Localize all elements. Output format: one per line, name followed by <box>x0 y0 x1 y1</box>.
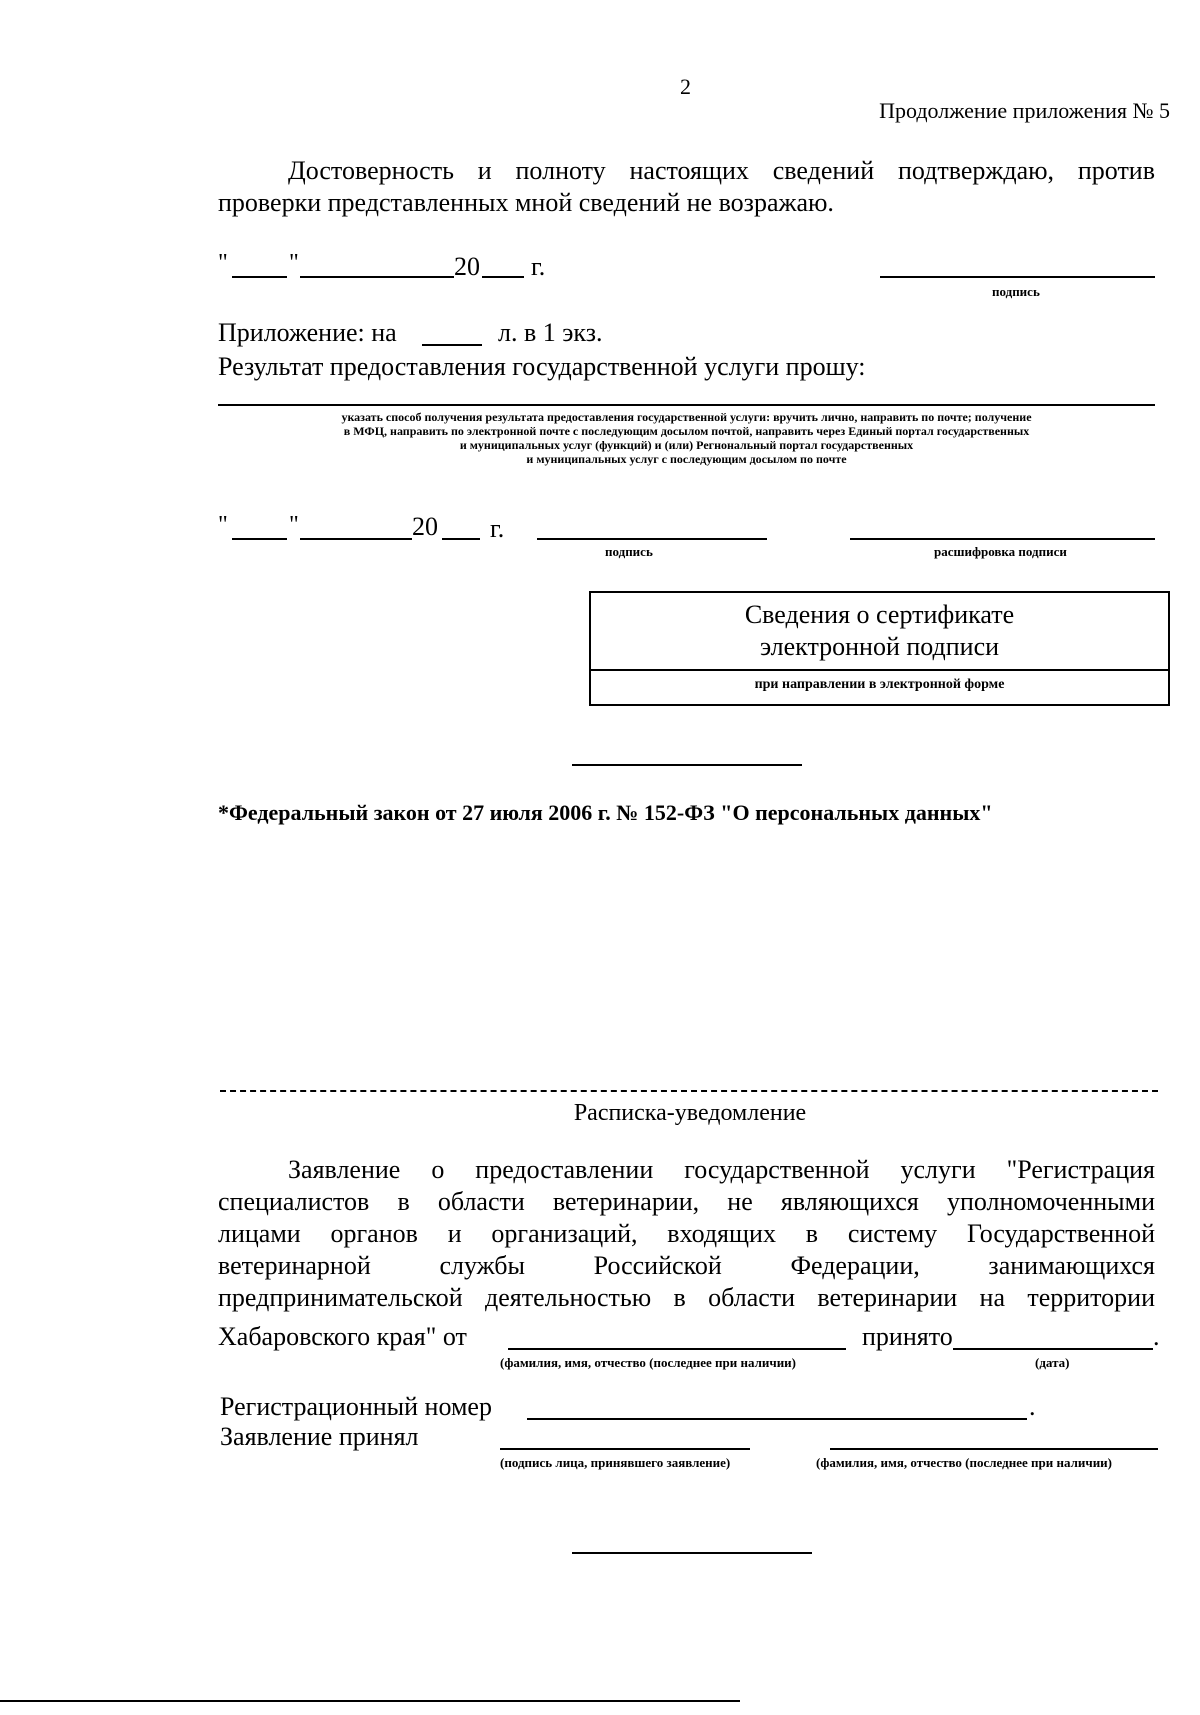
month-blank-2[interactable] <box>300 538 412 540</box>
day-blank-2[interactable] <box>232 538 287 540</box>
year-blank-1[interactable] <box>482 276 524 278</box>
applicant-name-line[interactable] <box>508 1348 846 1350</box>
receipt-body-line: предпринимательской деятельностью в области ветеринарии на территории <box>218 1283 1155 1312</box>
year-prefix: 20 <box>454 252 480 281</box>
appendix-header: Продолжение приложения № 5 <box>879 98 1170 123</box>
accepted-period: . <box>1153 1322 1160 1351</box>
receipt-last-line: Хабаровского края" от <box>218 1322 467 1351</box>
date-quote-open: " <box>218 250 228 276</box>
appendix-suffix: л. в 1 экз. <box>498 318 603 347</box>
receipt-body <box>218 1154 1155 1314</box>
applicant-name-label: (фамилия, имя, отчество (последнее при наличии) <box>500 1355 797 1370</box>
result-hint-line: и муниципальных услуг с последующим досылом по почте <box>526 452 847 466</box>
accepted-date-line[interactable] <box>953 1348 1153 1350</box>
result-hint <box>218 410 1155 466</box>
reg-number-line[interactable] <box>527 1418 1027 1420</box>
appendix-prefix: Приложение: на <box>218 318 397 347</box>
receiver-name-line[interactable] <box>830 1448 1158 1450</box>
signature-label-2: подпись <box>605 544 653 559</box>
page-number: 2 <box>680 74 691 99</box>
receipt-body-line: Заявление о предоставлении государственной услуги "Регистрация <box>288 1155 1155 1184</box>
signature-line-2[interactable] <box>537 538 767 540</box>
accepted-by-label: Заявление принял <box>220 1422 419 1451</box>
receipt-body-line: лицами органов и организаций, входящих в систему Государственной <box>218 1219 1155 1248</box>
section-divider <box>572 764 802 766</box>
year-suffix-2: г. <box>490 514 505 543</box>
result-request: Результат предоставления государственной услуги прошу: <box>218 352 866 381</box>
pages-blank[interactable] <box>422 344 482 346</box>
certificate-box <box>589 591 1170 706</box>
receipt-body-line: ветеринарной службы Российской Федерации, занимающихся <box>218 1251 1155 1280</box>
page-bottom-edge <box>0 1700 740 1702</box>
reg-number-label: Регистрационный номер <box>220 1392 492 1421</box>
decode-line[interactable] <box>850 538 1155 540</box>
day-blank-1[interactable] <box>232 276 287 278</box>
signature-label-1: подпись <box>992 284 1040 299</box>
receiver-signature-line[interactable] <box>500 1448 750 1450</box>
result-hint-line: указать способ получения результата предоставления государственной услуги: вручить лично, направить по почте; получение <box>341 410 1032 424</box>
result-method-line[interactable] <box>218 404 1155 406</box>
year-blank-2[interactable] <box>442 538 480 540</box>
receiver-name-label: (фамилия, имя, отчество (последнее при наличии) <box>816 1455 1113 1470</box>
footnote: *Федеральный закон от 27 июля 2006 г. № 152-ФЗ "О персональных данных" <box>218 800 993 825</box>
certificate-title <box>591 593 1168 671</box>
year-prefix-2: 20 <box>412 512 438 541</box>
date-quote-close-2: " <box>289 512 299 538</box>
confirm-text: Достоверность и полноту настоящих сведений подтверждаю, против проверки представленных мной сведений не возражаю. <box>218 156 1155 217</box>
year-suffix: г. <box>531 252 546 281</box>
date-quote-open-2: " <box>218 512 228 538</box>
decode-label: расшифровка подписи <box>934 544 1067 559</box>
receiver-signature-label: (подпись лица, принявшего заявление) <box>500 1455 731 1470</box>
certificate-note: при направлении в электронной форме <box>754 677 1005 692</box>
signature-line-1[interactable] <box>880 276 1155 278</box>
certificate-title-line2: электронной подписи <box>759 632 1000 661</box>
accepted-date-label: (дата) <box>1035 1355 1070 1370</box>
receipt-title: Расписка-уведомление <box>573 1100 807 1126</box>
accepted-label: принято <box>862 1322 953 1351</box>
date-quote-close: " <box>289 250 299 276</box>
certificate-title-line1: Сведения о сертификате <box>744 600 1015 629</box>
cut-line <box>220 1090 1158 1092</box>
month-blank-1[interactable] <box>300 276 454 278</box>
result-hint-line: и муниципальных услуг (функций) и (или) Регнональный портал государственных <box>459 438 914 452</box>
end-divider <box>572 1552 812 1554</box>
receipt-body-line: специалистов в области ветеринарии, не являющихся уполномоченными <box>218 1187 1155 1216</box>
reg-period: . <box>1029 1392 1036 1421</box>
result-hint-line: в МФЦ, направить по электронной почте с последующим досылом почтой, направить через Единый портал государственных <box>343 424 1030 438</box>
